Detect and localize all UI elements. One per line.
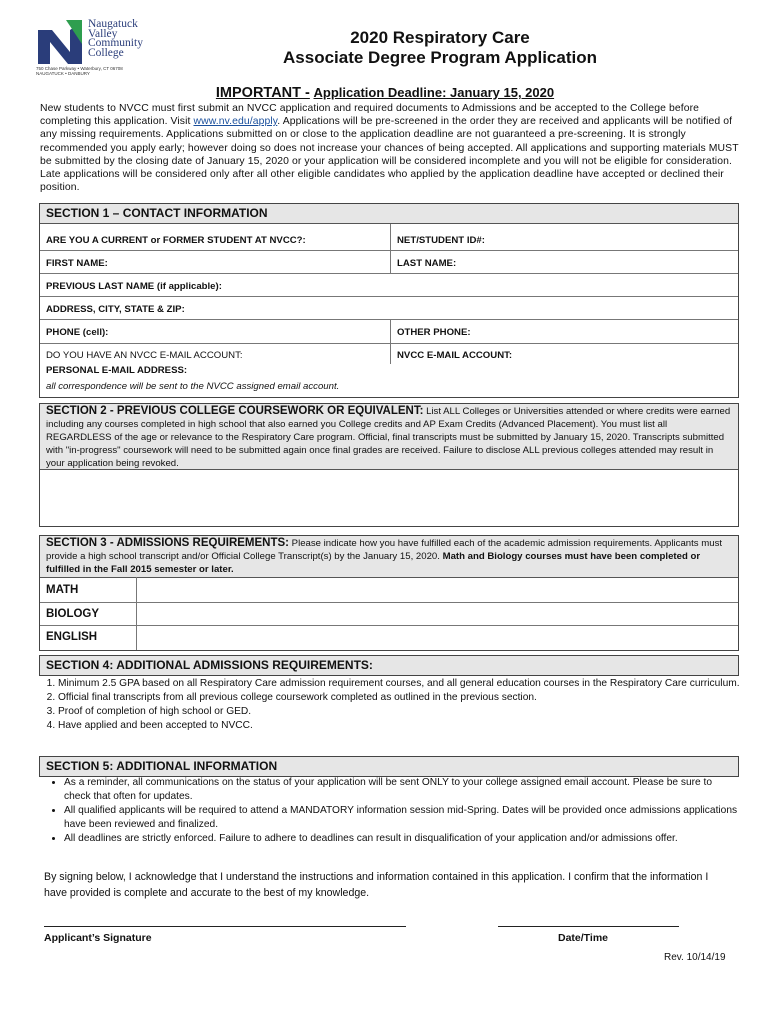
date-time-label: Date/Time	[558, 932, 608, 944]
biology-row-label: BIOLOGY	[46, 608, 100, 620]
personal-email-field[interactable]: PERSONAL E-MAIL ADDRESS:	[46, 365, 188, 376]
page-subtitle: Associate Degree Program Application	[283, 48, 597, 67]
nvcc-email-question[interactable]: DO YOU HAVE AN NVCC E-MAIL ACCOUNT:	[46, 350, 243, 361]
section-1-header: SECTION 1 – CONTACT INFORMATION	[40, 204, 738, 224]
section-3-admissions	[39, 535, 739, 651]
cell-phone-field[interactable]: PHONE (cell):	[46, 327, 109, 338]
section-5-header-box	[39, 756, 739, 777]
correspondence-note: all correspondence will be sent to the NVCC assigned email account.	[46, 381, 340, 392]
section-2-header: SECTION 2 - PREVIOUS COLLEGE COURSEWORK OR EQUIVALENT: List ALL Colleges or Universities attended or where credits were earned including any courses completed in high school that also earned you College credits and AP Exam Credits (Advanced Placement). You must list all REGARDLESS of the age or relevance to the Respiratory Care program. Official, final transcripts must be submitted by January 15, 2020. Transcripts submitted with "in-progress" coursework will need to be submitted again once final grades are received. Failure to disclose ALL previous colleges attended may result in your application being revoked.	[40, 404, 738, 470]
biology-input[interactable]	[137, 603, 738, 625]
list-item: • As a reminder, all communications on the status of your application will be sent ONLY to your college assigned email account. Please be sure to check that often for updates.	[64, 776, 740, 804]
section-1-contact	[39, 203, 739, 398]
deadline-banner: IMPORTANT - Application Deadline: January 15, 2020	[215, 85, 555, 101]
list-item: 4. Have applied and been accepted to NVCC.	[58, 719, 740, 733]
address-field[interactable]: ADDRESS, CITY, STATE & ZIP:	[46, 304, 185, 315]
current-student-field[interactable]: ARE YOU A CURRENT or FORMER STUDENT AT NVCC?:	[46, 235, 306, 246]
logo-wordmark: Naugatuck Valley Community College	[88, 18, 143, 59]
section-3-header: SECTION 3 - ADMISSIONS REQUIREMENTS: Please indicate how you have fulfilled each of the academic admission requirements. Applicants must provide a high school transcript and/or Official College Transcript(s) by the January 15, 2020. Math and Biology courses must have been completed or fulfilled in the Fall 2015 semester or later.	[40, 536, 738, 578]
previous-last-name-field[interactable]: PREVIOUS LAST NAME (if applicable):	[46, 281, 222, 292]
logo-address: 750 Chase Parkway • Waterbury, CT 06708 NAUGATUCK • DANBURY	[36, 66, 123, 76]
list-item: • All qualified applicants will be required to attend a MANDATORY information session mid-Spring. Dates will be provided once admissions applications have been reviewed and finalized.	[64, 804, 740, 832]
math-input[interactable]	[137, 577, 738, 602]
section-4-header: SECTION 4: ADDITIONAL ADMISSIONS REQUIREMENTS:	[46, 658, 373, 672]
section-4-list	[40, 677, 740, 733]
list-item: 3. Proof of completion of high school or GED.	[58, 705, 740, 719]
applicant-signature-label: Applicant’s Signature	[44, 932, 152, 944]
other-phone-field[interactable]: OTHER PHONE:	[397, 327, 471, 338]
revision-label: Rev. 10/14/19	[664, 952, 726, 963]
english-row-label: ENGLISH	[46, 631, 98, 643]
list-item: • All deadlines are strictly enforced. Failure to adhere to deadlines can result in disqualification of your application and/or admissions offer.	[64, 832, 740, 846]
signature-line[interactable]	[44, 926, 406, 927]
list-item: 1. Minimum 2.5 GPA based on all Respiratory Care admission requirement courses, and all general education courses in the Respiratory Care curriculum.	[58, 677, 740, 691]
intro-paragraph: New students to NVCC must first submit an NVCC application and required documents to Admissions and be accepted to the College before completing this application. Visit www.nv.edu/apply. Applications will be pre-screened in the order they are received and applicants will be notified of any missing requirements. Applications submitted on or close to the application deadline are not guaranteed a pre-screening. It is strongly recommended you apply early; however doing so does not increase your chances of being accepted. All applications and supporting materials MUST be submitted by the closing date of January 15, 2020 or your application will be considered incomplete and you will not be eligible for consideration. Late applications will be considered only after all other eligible candidates who applied by the application deadline have accepted or declined their position.	[40, 103, 739, 194]
acknowledgement-text: By signing below, I acknowledge that I understand the instructions and information contained in this application. I confirm that the information I have provided is complete and accurate to the best of my knowledge.	[44, 871, 709, 899]
page-title: 2020 Respiratory Care	[350, 28, 530, 47]
section-4-header-box	[39, 655, 739, 676]
date-line[interactable]	[498, 926, 679, 927]
apply-link[interactable]: www.nv.edu/apply	[193, 116, 278, 128]
net-id-field[interactable]: NET/STUDENT ID#:	[397, 235, 485, 246]
math-row-label: MATH	[46, 584, 79, 596]
list-item: 2. Official final transcripts from all previous college coursework completed as outlined in the previous section.	[58, 691, 740, 705]
section-5-list	[40, 776, 740, 846]
nvcc-email-field[interactable]: NVCC E-MAIL ACCOUNT:	[397, 350, 513, 361]
english-input[interactable]	[137, 626, 738, 650]
section-5-header: SECTION 5: ADDITIONAL INFORMATION	[46, 759, 278, 773]
coursework-entry-area[interactable]	[40, 470, 738, 526]
section-2-coursework	[39, 403, 739, 527]
first-name-field[interactable]: FIRST NAME:	[46, 258, 108, 269]
last-name-field[interactable]: LAST NAME:	[397, 258, 457, 269]
